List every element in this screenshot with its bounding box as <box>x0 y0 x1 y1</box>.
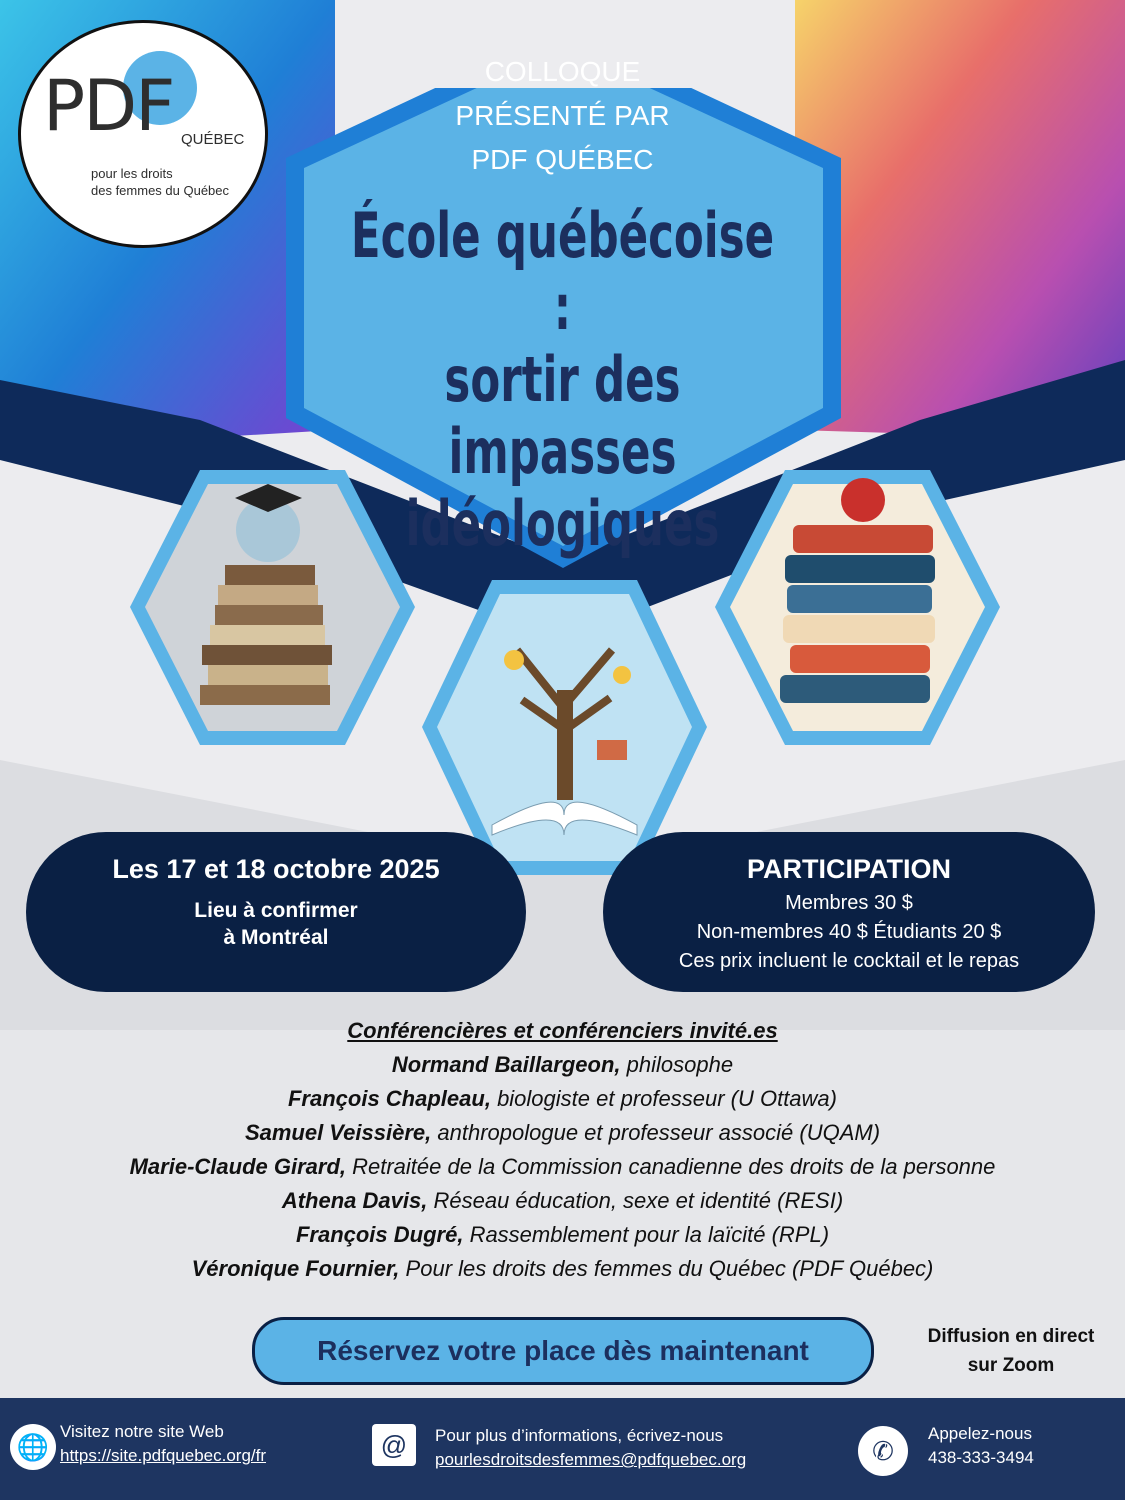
speaker-item <box>0 1048 1125 1082</box>
speaker-item <box>0 1116 1125 1150</box>
phone-icon: ✆ <box>858 1426 908 1476</box>
event-location <box>26 897 526 951</box>
web-label: Visitez notre site Web <box>60 1422 224 1441</box>
speaker-item <box>0 1252 1125 1286</box>
speaker-name: Normand Baillargeon, <box>391 1052 621 1077</box>
speaker-name: François Dugré, <box>295 1222 464 1247</box>
presenter-line: PRÉSENTÉ PAR <box>455 100 670 131</box>
web-link[interactable]: https://site.pdfquebec.org/fr <box>60 1446 267 1465</box>
speakers-heading: Conférencières et conférenciers invité.es <box>347 1018 778 1043</box>
email-link[interactable]: pourlesdroitsdesfemmes@pdfquebec.org <box>435 1450 747 1469</box>
stream-line: sur Zoom <box>967 1355 1055 1376</box>
speaker-name: Véronique Fournier, <box>191 1256 400 1281</box>
speaker-role: Réseau éducation, sexe et identité (RESI) <box>433 1188 844 1213</box>
event-date: Les 17 et 18 octobre 2025 <box>112 854 440 884</box>
title-line: École québécoise : <box>350 199 775 344</box>
title-line: idéologiques <box>405 487 720 560</box>
title-line: sortir des impasses <box>444 343 681 488</box>
speaker-name: Samuel Veissière, <box>244 1120 432 1145</box>
logo-tagline-line: des femmes du Québec <box>91 183 230 198</box>
price-line: Membres 30 $ <box>785 892 913 914</box>
footer-web <box>60 1420 266 1468</box>
speaker-role: Retraitée de la Commission canadienne des droits de la personne <box>352 1154 996 1179</box>
pdf-quebec-logo <box>18 20 268 248</box>
stream-line: Diffusion en direct <box>927 1326 1095 1347</box>
event-title <box>346 200 779 560</box>
speaker-name: Marie-Claude Girard, <box>129 1154 346 1179</box>
phone-number[interactable]: 438-333-3494 <box>928 1448 1034 1467</box>
knowledge-tree-image <box>422 580 707 875</box>
presenter-line: COLLOQUE <box>484 56 641 87</box>
speaker-role: Rassemblement pour la laïcité (RPL) <box>469 1222 830 1247</box>
email-icon: @ <box>372 1424 416 1466</box>
participation-prices <box>603 889 1095 976</box>
logo-sub-text: QUÉBEC <box>181 131 245 148</box>
event-presenter <box>350 50 775 182</box>
price-line: Non-membres 40 $ Étudiants 20 $ <box>696 921 1002 943</box>
speaker-name: Athena Davis, <box>281 1188 428 1213</box>
footer-phone <box>928 1422 1034 1470</box>
location-line: à Montréal <box>223 926 329 949</box>
speaker-item <box>0 1082 1125 1116</box>
logo-main-text: PDF <box>43 65 174 147</box>
speaker-role: anthropologue et professeur associé (UQAM) <box>437 1120 881 1145</box>
date-location-card <box>26 832 526 992</box>
email-label: Pour plus d’informations, écrivez-nous <box>435 1426 724 1445</box>
footer-bar <box>0 1398 1125 1500</box>
zoom-stream-note <box>902 1322 1120 1380</box>
location-line: Lieu à confirmer <box>194 899 358 922</box>
footer-email <box>435 1424 746 1472</box>
speaker-item <box>0 1150 1125 1184</box>
presenter-line: PDF QUÉBEC <box>471 144 654 175</box>
reserve-button[interactable]: Réservez votre place dès maintenant <box>252 1317 874 1385</box>
speakers-section <box>0 1014 1125 1286</box>
logo-tagline <box>91 165 229 199</box>
speaker-role: biologiste et professeur (U Ottawa) <box>497 1086 837 1111</box>
participation-card <box>603 832 1095 992</box>
speaker-name: François Chapleau, <box>287 1086 491 1111</box>
participation-heading: PARTICIPATION <box>747 854 951 884</box>
price-line: Ces prix incluent le cocktail et le repas <box>678 950 1020 972</box>
phone-label: Appelez-nous <box>928 1424 1032 1443</box>
speaker-role: philosophe <box>626 1052 734 1077</box>
speaker-role: Pour les droits des femmes du Québec (PDF Québec) <box>405 1256 934 1281</box>
globe-icon: 🌐 <box>10 1424 56 1470</box>
speaker-item <box>0 1218 1125 1252</box>
logo-tagline-line: pour les droits <box>91 166 173 181</box>
speaker-item <box>0 1184 1125 1218</box>
